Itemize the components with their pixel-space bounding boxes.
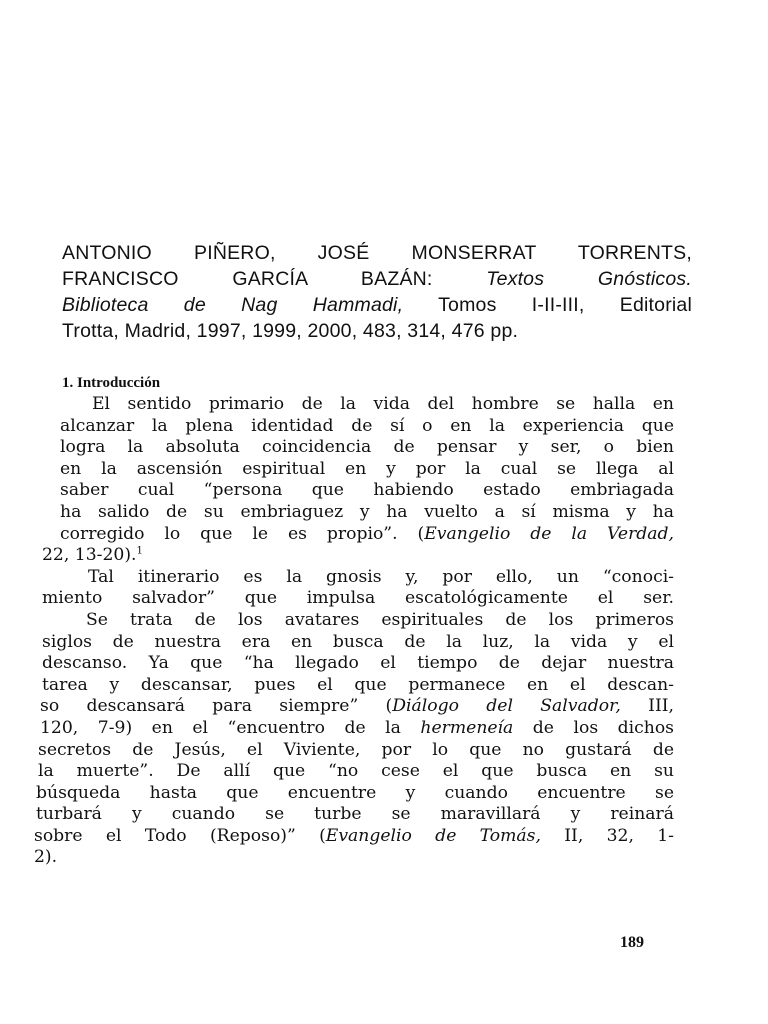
body-line bbox=[34, 696, 674, 718]
body-fragment: sobre el Todo (Reposo)” ( bbox=[34, 825, 326, 846]
body-fragment: 22, 13-20). bbox=[42, 545, 137, 566]
body-fragment: so descansará para siempre” ( bbox=[40, 696, 393, 717]
emphasis-term: hermeneía bbox=[420, 717, 514, 738]
body-fragment: II, 32, 1- bbox=[540, 825, 674, 846]
body-line: en la ascensión espiritual en y por la cual se llega al bbox=[60, 458, 674, 479]
body-fragment: corregido lo que le es propio”. ( bbox=[60, 523, 425, 544]
section-heading: 1. Introducción bbox=[62, 375, 161, 391]
body-line: 2). bbox=[34, 847, 58, 868]
footnote-marker: 1 bbox=[136, 545, 143, 557]
body-text bbox=[34, 394, 674, 869]
volumes-publisher: Tomos I-II-III, Editorial bbox=[403, 294, 692, 316]
header-authors-end: FRANCISCO GARCÍA BAZÁN: bbox=[62, 268, 487, 290]
body-line: turbará y cuando se turbe se maravillará y reinará bbox=[36, 804, 674, 825]
cited-work: Evangelio de Tomás, bbox=[325, 825, 541, 846]
body-fragment: de los dichos bbox=[513, 717, 674, 738]
header-line-2 bbox=[62, 266, 692, 292]
body-line: El sentido primario de la vida del hombre se halla en bbox=[92, 394, 674, 414]
body-line: logra la absoluta coincidencia de pensar y ser, o bien bbox=[60, 437, 674, 458]
body-line: miento salvador” que impulsa escatológicamente el ser. bbox=[42, 588, 674, 609]
body-line bbox=[34, 524, 674, 546]
body-fragment: III, bbox=[620, 696, 675, 717]
body-line: descanso. Ya que “ha llegado el tiempo de dejar nuestra bbox=[42, 653, 674, 674]
series-title: Biblioteca de Nag Hammadi, bbox=[62, 294, 404, 316]
bibliographic-header bbox=[62, 240, 692, 344]
body-line bbox=[34, 545, 674, 567]
body-line bbox=[34, 718, 674, 740]
body-fragment: 120, 7-9) en el “encuentro de la bbox=[40, 717, 421, 738]
cited-work: Evangelio de la Verdad, bbox=[424, 523, 674, 544]
header-line-1: ANTONIO PIÑERO, JOSÉ MONSERRAT TORRENTS, bbox=[62, 242, 692, 264]
body-line: secretos de Jesús, el Viviente, por lo que no gustará de bbox=[38, 739, 674, 760]
body-line: alcanzar la plena identidad de sí o en la experiencia que bbox=[60, 415, 674, 436]
body-line: la muerte”. De allí que “no cese el que busca en su bbox=[38, 761, 674, 782]
body-line: Se trata de los avatares espirituales de los primeros bbox=[86, 609, 674, 630]
body-line: saber cual “persona que habiendo estado embriagada bbox=[60, 480, 674, 501]
body-line: tarea y descansar, pues el que permanece en el descan- bbox=[42, 674, 674, 695]
header-line-4: Trotta, Madrid, 1997, 1999, 2000, 483, 314, 476 pp. bbox=[62, 320, 519, 342]
body-line: siglos de nuestra era en busca de la luz, la vida y el bbox=[42, 631, 674, 652]
body-line: búsqueda hasta que encuentre y cuando encuentre se bbox=[36, 782, 674, 803]
body-line bbox=[34, 826, 674, 848]
page-number: 189 bbox=[620, 934, 644, 951]
body-line: Tal itinerario es la gnosis y, por ello, un “conoci- bbox=[88, 566, 674, 587]
body-line: ha salido de su embriaguez y ha vuelto a sí misma y ha bbox=[60, 501, 674, 522]
book-title: Textos Gnósticos. bbox=[486, 268, 692, 290]
header-line-3 bbox=[62, 292, 692, 318]
cited-work: Diálogo del Salvador, bbox=[392, 696, 621, 717]
